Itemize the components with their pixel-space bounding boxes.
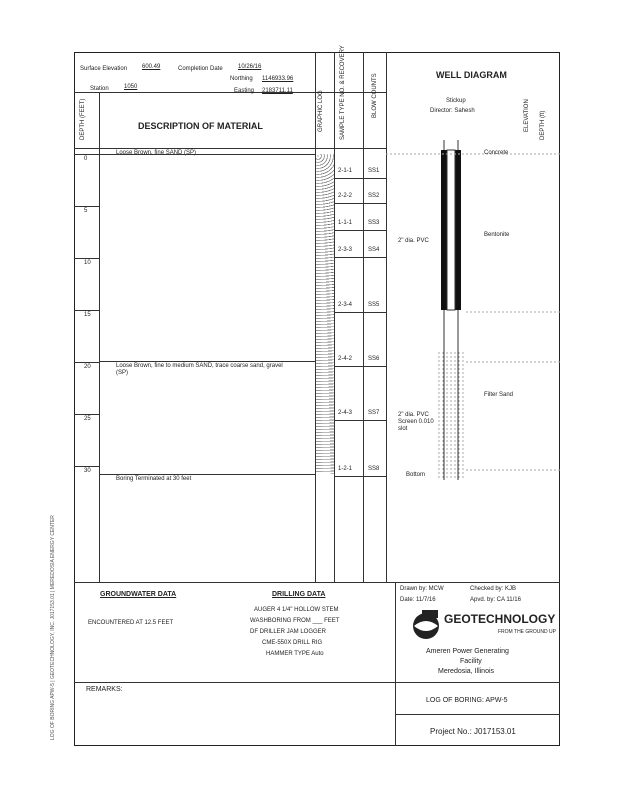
well-label-concrete: Concrete	[484, 150, 509, 156]
sample-divider	[334, 257, 386, 258]
company-subtitle: FROM THE GROUND UP	[498, 629, 556, 635]
depth-tick-line	[74, 362, 99, 363]
sample-id: 1-1-1	[338, 220, 353, 226]
well-diagram-title: WELL DIAGRAM	[436, 70, 507, 80]
depth-tick-label: 5	[84, 208, 88, 214]
client-line-3: Meredosia, Illinois	[438, 668, 495, 675]
depth-tick-line	[74, 258, 99, 259]
northing-value: 1146933.96	[262, 76, 294, 82]
sample-type: SS5	[368, 302, 380, 308]
stickup-label: Stickup	[446, 98, 466, 104]
sample-id: 2-4-2	[338, 356, 353, 362]
client-line-2: Facility	[460, 658, 482, 665]
depth-tick-line	[74, 414, 99, 415]
northing-label: Northing	[230, 76, 253, 82]
blow-counts-label: BLOW COUNTS	[372, 73, 378, 118]
sample-type: SS8	[368, 466, 380, 472]
sample-id: 2-1-1	[338, 168, 353, 174]
graphic-log	[316, 154, 334, 474]
depth-tick-label: 15	[84, 312, 91, 318]
graphic-log-label: GRAPHIC LOG	[318, 90, 324, 132]
sample-type: SS6	[368, 356, 380, 362]
depth-ft-label: DEPTH (ft)	[540, 110, 546, 140]
description-1: Loose Brown, fine SAND (SP)	[116, 150, 197, 156]
remarks-label: REMARKS:	[86, 686, 123, 693]
depth-tick-label: 10	[84, 260, 91, 266]
well-label-bentonite: Bentonite	[484, 232, 510, 238]
drilling-line: HAMMER TYPE Auto	[266, 651, 324, 657]
station-label: Station	[90, 86, 109, 92]
completion-date-value: 10/26/16	[238, 64, 262, 70]
surface-elevation-label: Surface Elevation	[80, 66, 128, 72]
groundwater-title: GROUNDWATER DATA	[100, 591, 177, 598]
well-note-pvc: 2" dia. PVC	[398, 238, 429, 244]
geotechnology-logo-icon	[408, 608, 444, 640]
depth-column-label: DEPTH (FEET)	[80, 98, 86, 140]
sample-id: 2-4-3	[338, 410, 353, 416]
depth-tick-label: 0	[84, 156, 88, 162]
station-value: 1050	[124, 84, 138, 90]
well-label-filter-sand: Filter Sand	[484, 392, 514, 398]
depth-tick-label: 25	[84, 416, 91, 422]
approved-by: Apvd. by: CA 11/16	[470, 597, 521, 603]
description-3: Boring Terminated at 30 feet	[116, 476, 192, 482]
log-of-boring-label: LOG OF BORING: APW-5	[426, 697, 508, 704]
well-diagram	[386, 140, 560, 490]
well-bottom-label: Bottom	[406, 472, 426, 478]
drawn-by: Drawn by: MCW	[400, 586, 444, 592]
description-title: DESCRIPTION OF MATERIAL	[138, 121, 263, 131]
sample-divider	[334, 178, 386, 179]
checked-by: Checked by: KJB	[470, 586, 517, 592]
client-line-1: Ameren Power Generating	[426, 648, 509, 655]
completion-date-label: Completion Date	[178, 66, 223, 72]
sample-divider	[334, 420, 386, 421]
depth-tick-line	[74, 206, 99, 207]
sample-id: 1-2-1	[338, 466, 353, 472]
easting-value: 2183711.11	[262, 88, 293, 94]
depth-tick-line	[74, 154, 99, 155]
sample-type: SS1	[368, 168, 380, 174]
depth-tick-line	[74, 310, 99, 311]
surface-elevation-value: 600.49	[142, 64, 161, 70]
depth-tick-line	[74, 466, 99, 467]
sample-id: 2-3-4	[338, 302, 353, 308]
date: Date: 11/7/16	[400, 597, 436, 603]
drilling-line: WASHBORING FROM ___ FEET	[250, 618, 340, 624]
sample-type: SS2	[368, 193, 380, 199]
sample-type: SS7	[368, 410, 380, 416]
sample-label: SAMPLE TYPE NO. & RECOVERY	[340, 45, 346, 140]
depth-tick-label: 30	[84, 468, 91, 474]
sample-type: SS4	[368, 247, 380, 253]
sample-divider	[334, 312, 386, 313]
sample-divider	[334, 476, 386, 477]
company-name: GEOTECHNOLOGY	[444, 612, 556, 626]
sample-id: 2-2-2	[338, 193, 353, 199]
project-number: Project No.: J017153.01	[430, 727, 516, 736]
elevation-label: ELEVATION	[524, 99, 530, 132]
sample-id: 2-3-3	[338, 247, 353, 253]
drilling-line: CME-550X DRILL RIG	[262, 640, 323, 646]
easting-label: Easting	[234, 88, 255, 94]
drilling-line: DF DRILLER JAM LOGGER	[250, 629, 327, 635]
sample-divider	[334, 366, 386, 367]
drilling-line: AUGER 4 1/4" HOLLOW STEM	[254, 607, 339, 613]
sample-divider	[334, 203, 386, 204]
well-note-screen: 2" dia. PVC Screen 0.010 slot	[398, 412, 434, 432]
description-2: Loose Brown, fine to medium SAND, trace coarse sand, gravel (SP)	[116, 363, 283, 376]
sample-type: SS3	[368, 220, 380, 226]
sample-divider	[334, 230, 386, 231]
groundwater-text: ENCOUNTERED AT 12.5 FEET	[88, 620, 174, 626]
depth-tick-label: 20	[84, 364, 91, 370]
side-note: LOG OF BORING APW-5 | GEOTECHNOLOGY, INC. J017153.01 | MEREDOSIA ENERGY CENTER	[50, 515, 56, 740]
drilling-title: DRILLING DATA	[272, 591, 326, 598]
director-label: Director: Sahesh	[430, 108, 475, 114]
